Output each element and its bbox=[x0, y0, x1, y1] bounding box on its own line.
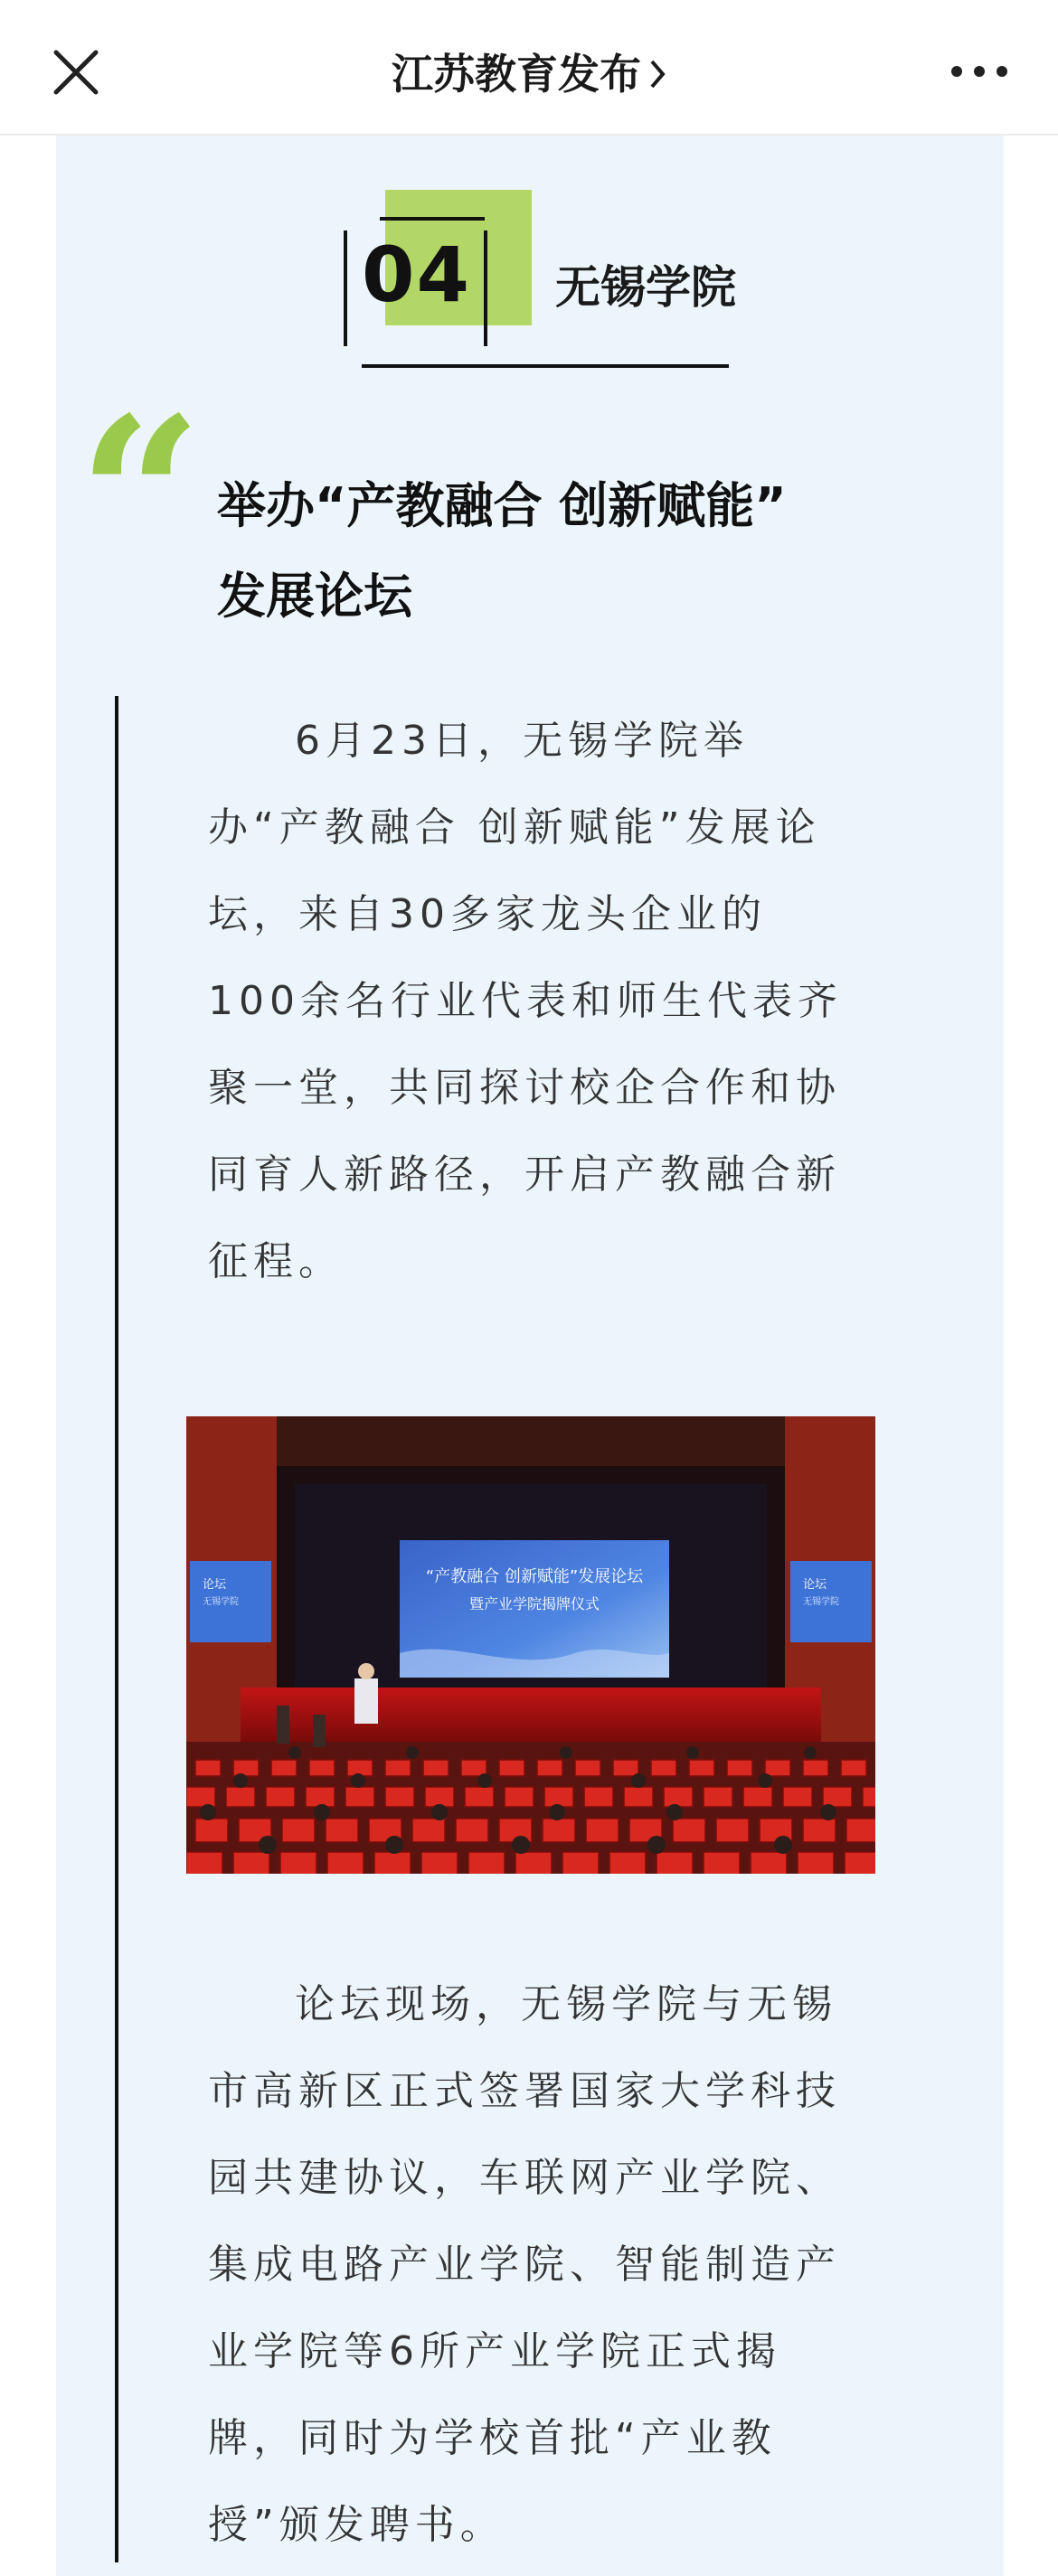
article-paragraph: 6月23日，无锡学院举办“产教融合 创新赋能”发展论坛，来自30多家龙头企业的100余名行业代表和师生代表齐聚一堂，共同探讨校企合作和协同育人新路径，开启产教融合新征程。 bbox=[208, 718, 843, 1284]
screen-title: “产教融合 创新赋能”发展论坛 bbox=[425, 1567, 644, 1586]
section-headline bbox=[217, 461, 904, 642]
headline-line: 举办“产教融合 创新赋能” bbox=[217, 477, 787, 534]
account-name-link[interactable] bbox=[0, 42, 1058, 101]
side-screen-subtitle: 无锡学院 bbox=[803, 1597, 839, 1607]
more-dots-icon[interactable] bbox=[948, 51, 1011, 92]
side-screen-subtitle: 无锡学院 bbox=[203, 1597, 239, 1607]
side-screen-title: 论坛 bbox=[203, 1578, 227, 1592]
forum-photo[interactable] bbox=[186, 1416, 875, 1874]
section-number: 04 bbox=[362, 230, 471, 319]
account-name: 江苏教育发布 bbox=[392, 50, 641, 99]
decorative-line bbox=[380, 217, 485, 221]
quote-mark-icon: “ bbox=[78, 370, 203, 625]
screen-subtitle: 暨产业学院揭牌仪式 bbox=[468, 1595, 600, 1612]
forum-photo-image bbox=[186, 1416, 875, 1874]
headline-line: 发展论坛 bbox=[217, 568, 412, 625]
section-underline bbox=[362, 364, 729, 368]
top-navigation-bar bbox=[0, 0, 1058, 136]
chevron-right-icon bbox=[648, 58, 666, 90]
school-name: 无锡学院 bbox=[555, 261, 736, 314]
decorative-line bbox=[484, 230, 487, 346]
side-rule bbox=[115, 696, 118, 2562]
article-paragraph: 论坛现场，无锡学院与无锡市高新区正式签署国家大学科技园共建协议，车联网产业学院、集成电路产业学院、智能制造产业学院等6所产业学院正式揭牌，同时为学校首批“产业教授”颁发聘书。 bbox=[208, 1981, 841, 2548]
decorative-line bbox=[344, 230, 347, 346]
side-screen-title: 论坛 bbox=[803, 1578, 827, 1592]
